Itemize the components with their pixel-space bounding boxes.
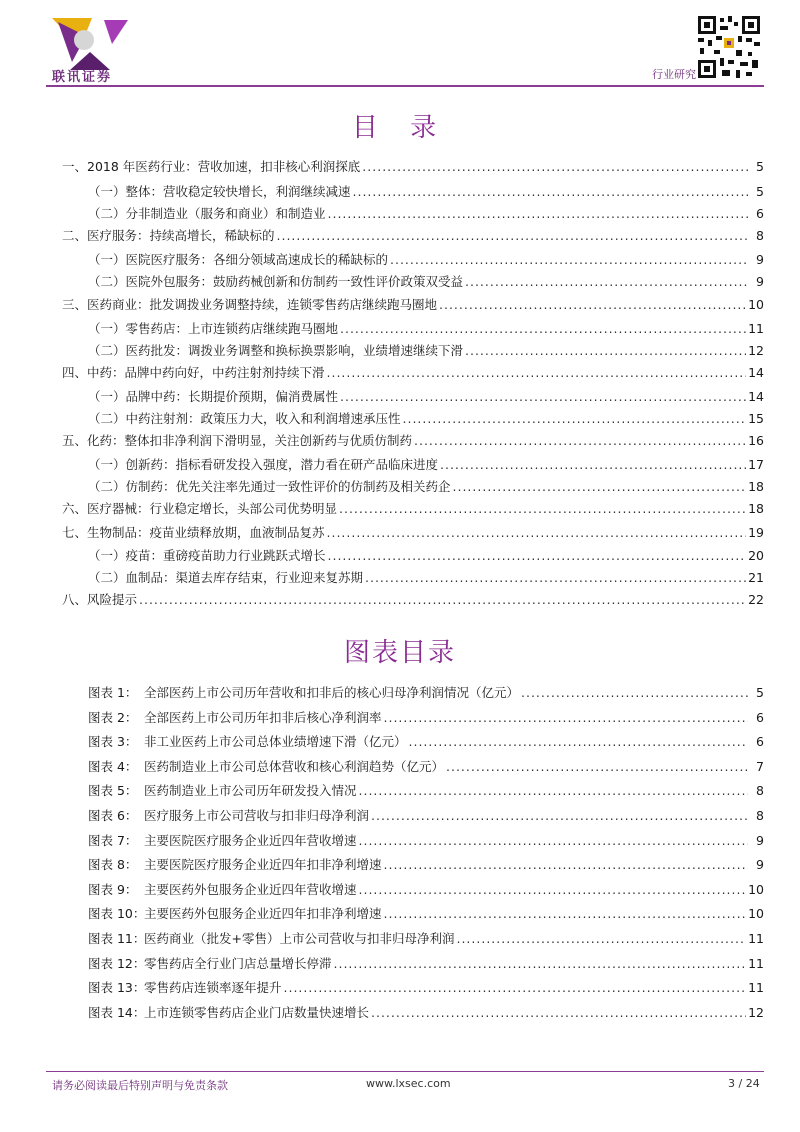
toc-entry-chapter[interactable] bbox=[62, 364, 764, 382]
figure-entry[interactable] bbox=[88, 930, 764, 948]
toc-entry-label: 三、医药商业：批发调拨业务调整持续，连锁零售药店继续跑马圈地 bbox=[62, 297, 438, 312]
figure-number: 图表 11： bbox=[88, 931, 146, 946]
figure-label: 全部医药上市公司历年扣非后核心净利润率 bbox=[144, 709, 382, 725]
figure-entry[interactable] bbox=[88, 782, 764, 800]
dot-leader bbox=[446, 758, 748, 776]
dot-leader bbox=[365, 569, 746, 587]
toc-entry-chapter[interactable] bbox=[62, 524, 764, 542]
toc-entry-section[interactable] bbox=[88, 251, 764, 269]
dot-leader bbox=[328, 547, 747, 565]
figure-entry-page: 11 bbox=[748, 931, 764, 946]
toc-entry-chapter[interactable] bbox=[62, 432, 764, 450]
footer-disclaimer[interactable]: 请务必阅读最后特别声明与免责条款 bbox=[52, 1079, 228, 1092]
toc-entry-label: （二）医药批发：调拨业务调整和换标换票影响，业绩增速继续下滑 bbox=[88, 343, 464, 358]
toc-entry-page: 9 bbox=[756, 252, 764, 267]
toc-entry-page: 20 bbox=[748, 548, 764, 563]
dot-leader bbox=[339, 500, 746, 518]
figure-entry[interactable] bbox=[88, 758, 764, 776]
dot-leader bbox=[328, 205, 748, 223]
toc-entry-page: 5 bbox=[756, 159, 764, 174]
figure-number: 图表 10： bbox=[88, 906, 146, 922]
toc-entry-label: 二、医疗服务：持续高增长，稀缺标的 bbox=[62, 228, 275, 243]
toc-entry-label: （一）整体：营收稳定较快增长，利润继续减速 bbox=[88, 184, 351, 199]
toc-entry-page: 11 bbox=[748, 321, 764, 336]
toc-entry-page: 14 bbox=[748, 365, 764, 380]
toc-entry-label: 五、化药：整体扣非净利润下滑明显，关注创新药与优质仿制药 bbox=[62, 433, 413, 448]
figure-entry-page: 8 bbox=[756, 808, 764, 823]
figure-label: 主要医院医疗服务企业近四年扣非净利增速 bbox=[144, 857, 382, 873]
figure-entry[interactable] bbox=[88, 955, 764, 973]
figure-number: 图表 14： bbox=[88, 1004, 146, 1020]
figure-entry[interactable] bbox=[88, 709, 764, 727]
dot-leader bbox=[334, 955, 747, 973]
toc-entry-label: （二）分非制造业（服务和商业）和制造业 bbox=[88, 206, 326, 221]
figure-number: 图表 2： bbox=[88, 709, 138, 725]
figure-number: 图表 12： bbox=[88, 955, 146, 971]
toc-entry-section[interactable] bbox=[88, 388, 764, 406]
figure-list-title: 图表目录 bbox=[343, 638, 456, 668]
logo-mark-icon bbox=[48, 12, 132, 72]
dot-leader bbox=[359, 782, 748, 800]
figure-entry[interactable] bbox=[88, 733, 764, 751]
dot-leader bbox=[453, 478, 747, 496]
figure-entry-text bbox=[88, 709, 382, 727]
toc-entry-label: （二）中药注射剂：政策压力大，收入和利润增速承压性 bbox=[88, 411, 401, 426]
figure-number: 图表 13： bbox=[88, 980, 146, 996]
figure-entry-text bbox=[88, 930, 454, 948]
figure-entry-page: 10 bbox=[748, 881, 764, 897]
toc-entry-page: 8 bbox=[756, 228, 764, 243]
figure-entry[interactable] bbox=[88, 979, 764, 997]
page-number: 3 / 24 bbox=[728, 1077, 760, 1090]
toc-entry-page: 5 bbox=[756, 184, 764, 199]
toc-entry-chapter[interactable] bbox=[62, 591, 764, 609]
report-category: 行业研究 bbox=[652, 68, 696, 81]
figure-entry-text bbox=[88, 1004, 369, 1022]
dot-leader bbox=[384, 709, 748, 727]
dot-leader bbox=[277, 227, 748, 245]
figure-entry-text bbox=[88, 684, 519, 702]
dot-leader bbox=[465, 273, 748, 291]
figure-entry-page: 8 bbox=[756, 783, 764, 799]
dot-leader bbox=[359, 881, 747, 899]
figure-label: 主要医药外包服务企业近四年扣非净利增速 bbox=[144, 906, 382, 922]
figure-label: 医药制造业上市公司总体营收和核心利润趋势（亿元） bbox=[144, 758, 445, 774]
dot-leader bbox=[139, 591, 746, 609]
dot-leader bbox=[465, 342, 746, 360]
toc-entry-section[interactable] bbox=[88, 273, 764, 291]
figure-entry-text bbox=[88, 807, 369, 825]
toc-title: 目 录 bbox=[351, 113, 449, 143]
figure-label: 医疗服务上市公司营收与扣非归母净利润 bbox=[144, 808, 370, 823]
dot-leader bbox=[359, 832, 748, 850]
toc-entry-label: 一、2018 年医药行业：营收加速，扣非核心利润探底 bbox=[62, 159, 361, 174]
figure-entry-text bbox=[88, 758, 444, 776]
toc-entry-section[interactable] bbox=[88, 320, 764, 338]
toc-entry-section[interactable] bbox=[88, 569, 764, 587]
figure-number: 图表 5： bbox=[88, 783, 138, 799]
figure-entry-page: 7 bbox=[756, 758, 764, 774]
header-divider bbox=[46, 85, 764, 87]
figure-entry-page: 5 bbox=[756, 685, 764, 700]
dot-leader bbox=[327, 364, 747, 382]
figure-label: 零售药店连锁率逐年提升 bbox=[144, 980, 282, 996]
figure-label: 非工业医药上市公司总体业绩增速下滑（亿元） bbox=[144, 734, 407, 750]
figure-label: 零售药店全行业门店总量增长停滞 bbox=[144, 955, 332, 971]
toc-entry-chapter[interactable] bbox=[62, 500, 764, 518]
dot-leader bbox=[362, 158, 748, 176]
figure-label: 主要医药外包服务企业近四年营收增速 bbox=[144, 881, 357, 897]
figure-entry-text bbox=[88, 832, 357, 850]
figure-entry[interactable] bbox=[88, 905, 764, 923]
figure-entry-page: 12 bbox=[748, 1004, 764, 1020]
figure-label: 主要医院医疗服务企业近四年营收增速 bbox=[144, 832, 357, 848]
toc-entry-chapter[interactable] bbox=[62, 296, 764, 314]
page-header bbox=[0, 0, 800, 90]
figure-entry[interactable] bbox=[88, 881, 764, 899]
figure-entry-text bbox=[88, 955, 332, 973]
toc-entry-section[interactable] bbox=[88, 183, 764, 201]
figure-label: 医药商业（批发+零售）上市公司营收与扣非归母净利润 bbox=[144, 931, 455, 946]
toc-entry-page: 9 bbox=[756, 274, 764, 289]
figure-number: 图表 8： bbox=[88, 857, 138, 873]
dot-leader bbox=[327, 524, 747, 542]
dot-leader bbox=[521, 684, 748, 702]
dot-leader bbox=[371, 807, 748, 825]
dot-leader bbox=[340, 320, 746, 338]
figure-label: 上市连锁零售药店企业门店数量快速增长 bbox=[144, 1004, 370, 1020]
figure-entry-page: 11 bbox=[748, 955, 764, 971]
toc-entry-chapter[interactable] bbox=[62, 158, 764, 176]
toc-entry-section[interactable] bbox=[88, 410, 764, 428]
dot-leader bbox=[371, 1004, 746, 1022]
figure-entry-text bbox=[88, 782, 357, 800]
toc-entry-page: 18 bbox=[748, 479, 764, 494]
dot-leader bbox=[340, 388, 746, 406]
toc-entry-label: （二）血制品：渠道去库存结束，行业迎来复苏期 bbox=[88, 570, 364, 585]
dot-leader bbox=[390, 251, 748, 269]
toc-entry-label: （二）医院外包服务：鼓励药械创新和仿制药一致性评价政策双受益 bbox=[88, 274, 464, 289]
toc-entry-section[interactable] bbox=[88, 478, 764, 496]
figure-number: 图表 3： bbox=[88, 734, 138, 750]
figure-entry-text bbox=[88, 733, 407, 751]
dot-leader bbox=[284, 979, 747, 997]
dot-leader bbox=[456, 930, 746, 948]
toc-entry-page: 6 bbox=[756, 206, 764, 221]
dot-leader bbox=[403, 410, 747, 428]
toc-entry-page: 18 bbox=[748, 501, 764, 516]
dot-leader bbox=[414, 432, 746, 450]
toc-entry-label: 七、生物制品：疫苗业绩释放期，血液制品复苏 bbox=[62, 525, 325, 540]
logo-text: 联讯证券 bbox=[52, 70, 113, 85]
figure-entry-page: 6 bbox=[756, 734, 764, 750]
dot-leader bbox=[353, 183, 748, 201]
toc-entry-label: （一）医院医疗服务：各细分领域高速成长的稀缺标的 bbox=[88, 252, 389, 267]
figure-entry[interactable] bbox=[88, 832, 764, 850]
toc-entry-page: 22 bbox=[748, 592, 764, 607]
figure-entry-page: 9 bbox=[756, 832, 764, 848]
figure-number: 图表 7： bbox=[88, 832, 138, 848]
toc-entry-section[interactable] bbox=[88, 547, 764, 565]
dot-leader bbox=[409, 733, 748, 751]
toc-entry-label: （一）零售药店：上市连锁药店继续跑马圈地 bbox=[88, 321, 339, 336]
toc-entry-section[interactable] bbox=[88, 205, 764, 223]
toc-entry-label: （二）仿制药：优先关注率先通过一致性评价的仿制药及相关药企 bbox=[88, 479, 451, 494]
dot-leader bbox=[440, 456, 746, 474]
figure-entry[interactable] bbox=[88, 1004, 764, 1022]
dot-leader bbox=[384, 905, 747, 923]
toc-entry-page: 14 bbox=[748, 389, 764, 404]
figure-entry-page: 11 bbox=[748, 980, 764, 996]
dot-leader bbox=[384, 856, 748, 874]
toc-entry-section[interactable] bbox=[88, 342, 764, 360]
qr-code-icon bbox=[696, 14, 762, 80]
figure-entry[interactable] bbox=[88, 856, 764, 874]
footer-divider bbox=[46, 1071, 764, 1072]
footer-website[interactable]: www.lxsec.com bbox=[366, 1077, 451, 1090]
toc-entry-label: （一）疫苗：重磅疫苗助力行业跳跃式增长 bbox=[88, 548, 326, 563]
figure-number: 图表 6： bbox=[88, 808, 138, 823]
dot-leader bbox=[439, 296, 746, 314]
toc-entry-section[interactable] bbox=[88, 456, 764, 474]
toc-entry-label: （一）品牌中药：长期提价预期，偏消费属性 bbox=[88, 389, 339, 404]
figure-entry[interactable] bbox=[88, 807, 764, 825]
figure-label: 全部医药上市公司历年营收和扣非后的核心归母净利润情况（亿元） bbox=[144, 685, 520, 700]
figure-label: 医药制造业上市公司历年研发投入情况 bbox=[144, 783, 357, 799]
toc-entry-page: 12 bbox=[748, 343, 764, 358]
toc-entry-label: 四、中药：品牌中药向好，中药注射剂持续下滑 bbox=[62, 365, 325, 380]
toc-entry-page: 15 bbox=[748, 411, 764, 426]
toc-entry-page: 16 bbox=[748, 433, 764, 448]
figure-entry[interactable] bbox=[88, 684, 764, 702]
toc-entry-chapter[interactable] bbox=[62, 227, 764, 245]
figure-entry-text bbox=[88, 856, 382, 874]
figure-entry-page: 10 bbox=[748, 906, 764, 922]
toc-entry-label: （一）创新药：指标看研发投入强度，潜力看在研产品临床进度 bbox=[88, 457, 439, 472]
toc-entry-label: 八、风险提示 bbox=[62, 592, 138, 607]
toc-entry-label: 六、医疗器械：行业稳定增长，头部公司优势明显 bbox=[62, 501, 338, 516]
toc-entry-page: 17 bbox=[748, 457, 764, 472]
toc-entry-page: 10 bbox=[748, 297, 764, 312]
figure-entry-page: 6 bbox=[756, 709, 764, 725]
figure-number: 图表 9： bbox=[88, 881, 138, 897]
toc-entry-page: 19 bbox=[748, 525, 764, 540]
figure-entry-text bbox=[88, 881, 357, 899]
figure-entry-text bbox=[88, 905, 382, 923]
figure-entry-text bbox=[88, 979, 282, 997]
figure-entry-page: 9 bbox=[756, 857, 764, 873]
figure-number: 图表 4： bbox=[88, 758, 138, 774]
figure-number: 图表 1： bbox=[88, 685, 138, 700]
toc-entry-page: 21 bbox=[748, 570, 764, 585]
